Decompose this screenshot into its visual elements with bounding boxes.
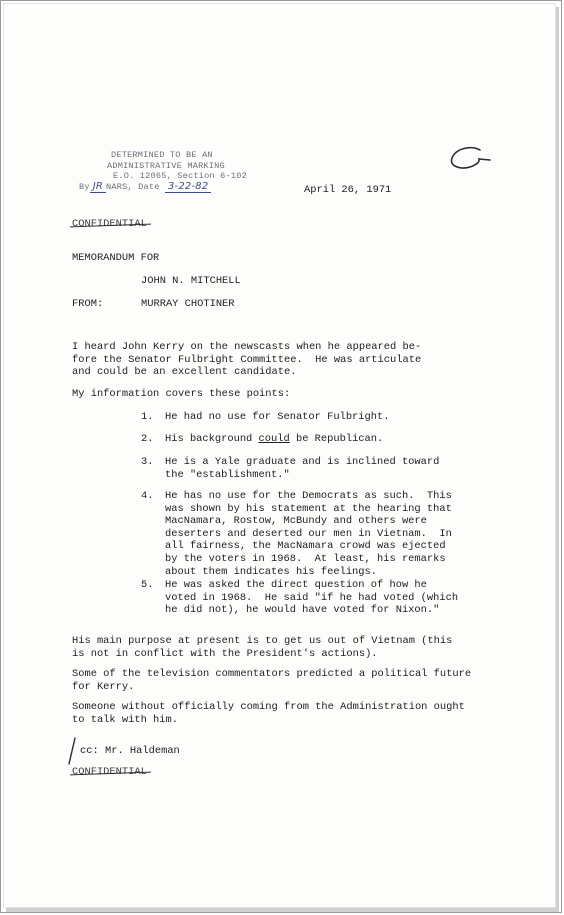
memo-page: DETERMINED TO BE AN ADMINISTRATIVE MARKING E.O. 12065, Section 6-102 By JR NARS, Date 3-22-82 April 26, 1971 CONFIDENTIAL MEMORANDUM FOR JOHN N. MITCHELL FROM: MURRAY CHOTINER I heard John Kerry on the newscasts when he appeared be- fore the Senator Fulbright Committee. He was articulate and could be an excellent candidate. My information covers these points: 1. He had no use for Senator Fulbright. 2. His background could be Republican. 3. He is a Yale graduate and is inclined toward the "establishment." 4. He has no use for the Democrats as such. This was shown by his statement at the hearing that MacNamara, Rostow, McBundy and others were deserters and deserted our men in Vietnam. In all fairness, the MacNamara crowd was ejected by the voters in 1968. At least, his remarks about them indicates his feelings. 5. He was asked the direct question of how he voted in 1968. He said "if he had voted (which he did not), he would have voted for Nixon." His main purpose at present is to get us out of Vietnam (this is not in conflict with the President's actions). Some of the television commentators predicted a political future for Kerry. Someone without officially coming from the Administration ought to talk with him. cc: Mr. Haldeman CONFIDENTIAL — [3, 3, 556, 908]
classification-bottom: CONFIDENTIAL — [72, 766, 147, 778]
stamp-line-1: DETERMINED TO BE AN — [111, 150, 213, 160]
paragraph-points-lead: My information covers these points: — [72, 388, 291, 400]
stamp-line-2: ADMINISTRATIVE MARKING — [107, 160, 225, 171]
stamp-initials: JR — [90, 181, 106, 193]
memo-heading: MEMORANDUM FOR — [72, 252, 160, 264]
underlined-word: could — [258, 433, 290, 445]
paragraph-commentators: Some of the television commentators predicted a political future for Kerry. — [72, 668, 472, 693]
stamp-date: 3-22-82 — [165, 181, 211, 193]
cc-line: cc: Mr. Haldeman — [80, 745, 180, 757]
paragraph-purpose: His main purpose at present is to get us out of Vietnam (this is not in conflict with the President's actions). — [72, 635, 453, 660]
stamp-line-3: E.O. 12065, Section 6-102 — [113, 171, 247, 182]
memo-sender: MURRAY CHOTINER — [141, 298, 235, 310]
paragraph-recommendation: Someone without officially coming from the Administration ought to talk with him. — [72, 701, 465, 726]
declassification-stamp — [79, 150, 247, 192]
classification-top: CONFIDENTIAL — [72, 218, 147, 230]
memo-recipient: JOHN N. MITCHELL — [141, 275, 241, 287]
stamp-line-4: By JR NARS, Date 3-22-82 — [79, 182, 247, 193]
memo-date: April 26, 1971 — [304, 184, 392, 196]
paragraph-intro: I heard John Kerry on the newscasts when he appeared be- fore the Senator Fulbright Committee. He was articulate and could be an excellent candidate. — [72, 341, 422, 379]
handwritten-g-mark — [446, 144, 496, 176]
handwritten-check-mark — [66, 736, 78, 766]
from-label: FROM: — [72, 298, 104, 310]
